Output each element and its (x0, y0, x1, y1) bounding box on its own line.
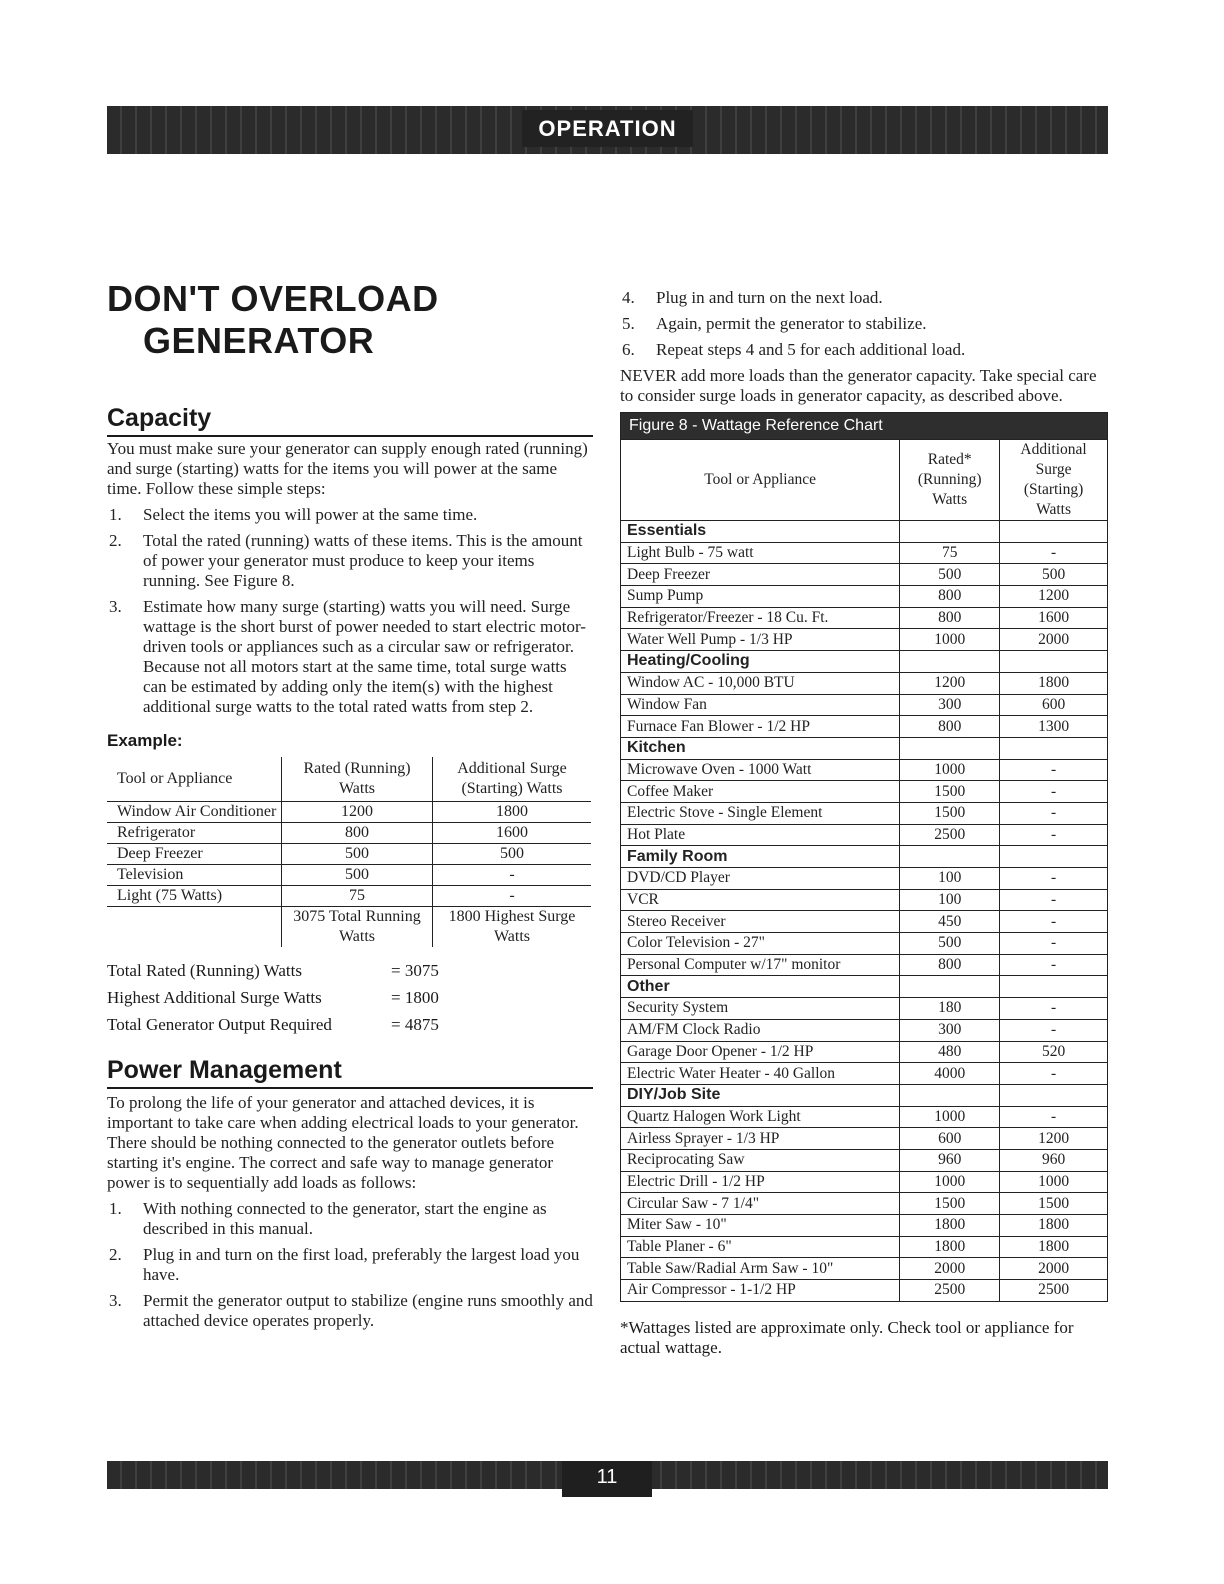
table-row (621, 802, 1108, 824)
surge-watts: - (1000, 1106, 1108, 1128)
table-row (621, 1236, 1108, 1258)
example-surge: 1800 (433, 802, 592, 823)
surge-watts: - (1000, 889, 1108, 911)
category-name: Family Room (621, 846, 900, 868)
rated-watts: 1000 (900, 629, 1000, 651)
rated-watts: 1500 (900, 1193, 1000, 1215)
power-management-step (620, 288, 1108, 308)
table-row (621, 911, 1108, 933)
step-text: With nothing connected to the generator, start the engine as described in this manual. (143, 1199, 547, 1238)
example-surge: - (433, 865, 592, 886)
table-row (621, 694, 1108, 716)
table-row (621, 781, 1108, 803)
surge-watts: 960 (1000, 1149, 1108, 1171)
surge-watts: 1000 (1000, 1171, 1108, 1193)
surge-watts: - (1000, 759, 1108, 781)
table-row (621, 1128, 1108, 1150)
page-title (107, 278, 593, 362)
appliance-name: Miter Saw - 10" (621, 1215, 900, 1237)
step-number: 6. (622, 340, 635, 359)
rated-watts: 180 (900, 998, 1000, 1020)
capacity-heading: Capacity (107, 404, 593, 437)
rated-watts: 500 (900, 933, 1000, 955)
appliance-name: Table Saw/Radial Arm Saw - 10" (621, 1258, 900, 1280)
table-row (621, 1215, 1108, 1237)
appliance-name: Water Well Pump - 1/3 HP (621, 629, 900, 651)
power-management-step (620, 340, 1108, 360)
power-management-step (107, 1291, 593, 1331)
rated-watts: 800 (900, 954, 1000, 976)
appliance-name: Window AC - 10,000 BTU (621, 672, 900, 694)
table-row (621, 998, 1108, 1020)
total-label: Total Generator Output Required (107, 1015, 332, 1034)
table-row (621, 672, 1108, 694)
appliance-name: Electric Stove - Single Element (621, 802, 900, 824)
table-row (621, 889, 1108, 911)
example-heading: Example: (107, 731, 183, 750)
appliance-name: Electric Water Heater - 40 Gallon (621, 1063, 900, 1085)
rated-watts: 1200 (900, 672, 1000, 694)
category-row (621, 976, 1108, 998)
step-number: 5. (622, 314, 635, 333)
example-surge: - (433, 886, 592, 907)
surge-watts: 1800 (1000, 1236, 1108, 1258)
example-rated: 500 (282, 865, 433, 886)
wattage-reference-chart (620, 412, 1108, 1302)
table-row (621, 1019, 1108, 1041)
rated-watts: 300 (900, 694, 1000, 716)
surge-watts: 1500 (1000, 1193, 1108, 1215)
table-row (621, 564, 1108, 586)
capacity-steps (107, 505, 593, 717)
rated-watts: 1500 (900, 802, 1000, 824)
rated-watts: 1000 (900, 1106, 1000, 1128)
total-value: = 4875 (391, 1015, 439, 1034)
category-name: Kitchen (621, 737, 900, 759)
chart-footnote: *Wattages listed are approximate only. Check tool or appliance for actual wattage. (620, 1317, 1074, 1357)
capacity-step (107, 597, 593, 717)
power-management-intro: To prolong the life of your generator and attached devices, it is important to take care when adding electrical loads to your generator. There should be nothing connected to the generator outlets before starting it's engine. The correct and safe way to manage generator power is to sequentially add loads as follows: (107, 1093, 579, 1192)
surge-watts: - (1000, 824, 1108, 846)
example-total-rated: 3075 Total Running Watts (282, 907, 433, 948)
surge-watts: 1300 (1000, 716, 1108, 738)
table-row (107, 802, 591, 823)
example-table (107, 757, 591, 947)
table-row (107, 886, 591, 907)
appliance-name: Security System (621, 998, 900, 1020)
rated-watts: 2500 (900, 1280, 1000, 1302)
category-name: Heating/Cooling (621, 651, 900, 673)
total-line (107, 957, 593, 984)
power-management-heading: Power Management (107, 1056, 593, 1089)
example-item: Window Air Conditioner (107, 802, 282, 823)
rated-watts: 4000 (900, 1063, 1000, 1085)
appliance-name: DVD/CD Player (621, 868, 900, 890)
step-number: 1. (109, 505, 122, 524)
left-column (107, 278, 593, 1331)
step-text: Repeat steps 4 and 5 for each additional load. (656, 340, 966, 359)
category-row (621, 1084, 1108, 1106)
surge-watts: - (1000, 1019, 1108, 1041)
category-row (621, 846, 1108, 868)
chart-body (621, 521, 1108, 1302)
appliance-name: Coffee Maker (621, 781, 900, 803)
surge-watts: - (1000, 998, 1108, 1020)
rated-watts: 2000 (900, 1258, 1000, 1280)
table-row (621, 716, 1108, 738)
step-number: 3. (109, 1291, 122, 1310)
header-band (107, 106, 1108, 154)
capacity-step (107, 531, 593, 591)
example-col-rated: Rated (Running) Watts (282, 757, 433, 802)
surge-watts: - (1000, 954, 1108, 976)
rated-watts: 100 (900, 868, 1000, 890)
example-col-item: Tool or Appliance (107, 757, 282, 802)
rated-watts: 480 (900, 1041, 1000, 1063)
surge-watts: - (1000, 781, 1108, 803)
surge-watts: 520 (1000, 1041, 1108, 1063)
table-row (621, 1171, 1108, 1193)
table-row (621, 759, 1108, 781)
table-row (621, 629, 1108, 651)
table-row (621, 586, 1108, 608)
example-surge: 500 (433, 844, 592, 865)
table-row (621, 1193, 1108, 1215)
rated-watts: 1000 (900, 759, 1000, 781)
surge-watts: - (1000, 933, 1108, 955)
appliance-name: Light Bulb - 75 watt (621, 542, 900, 564)
table-row (107, 844, 591, 865)
table-row (621, 542, 1108, 564)
appliance-name: VCR (621, 889, 900, 911)
rated-watts: 300 (900, 1019, 1000, 1041)
appliance-name: Airless Sprayer - 1/3 HP (621, 1128, 900, 1150)
power-management-step (620, 314, 1108, 334)
appliance-name: Air Compressor - 1-1/2 HP (621, 1280, 900, 1302)
chart-col-rated: Rated* (Running) Watts (900, 440, 1000, 521)
appliance-name: Garage Door Opener - 1/2 HP (621, 1041, 900, 1063)
example-col-surge: Additional Surge (Starting) Watts (433, 757, 592, 802)
table-row (621, 1106, 1108, 1128)
chart-header-row (621, 440, 1108, 521)
total-line (107, 1011, 593, 1038)
chart-col-item: Tool or Appliance (621, 440, 900, 521)
surge-watts: - (1000, 802, 1108, 824)
table-row (621, 824, 1108, 846)
example-rated: 75 (282, 886, 433, 907)
power-management-step (107, 1245, 593, 1285)
example-body (107, 802, 591, 907)
rated-watts: 75 (900, 542, 1000, 564)
appliance-name: Refrigerator/Freezer - 18 Cu. Ft. (621, 607, 900, 629)
page-title-line1: DON'T OVERLOAD (107, 278, 439, 319)
rated-watts: 500 (900, 564, 1000, 586)
example-rated: 1200 (282, 802, 433, 823)
surge-watts: 2000 (1000, 629, 1108, 651)
rated-watts: 1800 (900, 1236, 1000, 1258)
rated-watts: 600 (900, 1128, 1000, 1150)
table-row (621, 1149, 1108, 1171)
step-text: Plug in and turn on the first load, preferably the largest load you have. (143, 1245, 580, 1284)
table-row (621, 1063, 1108, 1085)
page-title-line2: GENERATOR (143, 320, 375, 361)
rated-watts: 1000 (900, 1171, 1000, 1193)
step-text: Estimate how many surge (starting) watts you will need. Surge wattage is the short burst of power needed to start electric motor-driven tools or appliances such as a circular saw or refrigerator. Because not all motors start at the same time, total surge watts can be estimated by adding only the item(s) with the highest additional surge watts to the total rated watts from step 2. (143, 597, 586, 716)
overload-warning: NEVER add more loads than the generator capacity. Take special care to consider surge loads in generator capacity, as described above. (620, 366, 1097, 405)
appliance-name: Personal Computer w/17" monitor (621, 954, 900, 976)
total-label: Total Rated (Running) Watts (107, 961, 302, 980)
step-text: Again, permit the generator to stabilize. (656, 314, 927, 333)
appliance-name: AM/FM Clock Radio (621, 1019, 900, 1041)
total-value: = 3075 (391, 961, 439, 980)
appliance-name: Circular Saw - 7 1/4" (621, 1193, 900, 1215)
rated-watts: 800 (900, 607, 1000, 629)
example-item: Refrigerator (107, 823, 282, 844)
example-item: Television (107, 865, 282, 886)
step-number: 3. (109, 597, 122, 616)
power-management-steps-continued (620, 288, 1108, 360)
surge-watts: - (1000, 911, 1108, 933)
surge-watts: - (1000, 1063, 1108, 1085)
step-number: 1. (109, 1199, 122, 1218)
appliance-name: Electric Drill - 1/2 HP (621, 1171, 900, 1193)
table-row (621, 1041, 1108, 1063)
appliance-name: Sump Pump (621, 586, 900, 608)
rated-watts: 800 (900, 586, 1000, 608)
appliance-name: Color Television - 27" (621, 933, 900, 955)
chart-col-surge: Additional Surge (Starting) Watts (1000, 440, 1108, 521)
rated-watts: 100 (900, 889, 1000, 911)
category-name: Essentials (621, 521, 900, 543)
step-text: Permit the generator output to stabilize (engine runs smoothly and attached device operates properly. (143, 1291, 593, 1330)
step-number: 2. (109, 1245, 122, 1264)
surge-watts: 2500 (1000, 1280, 1108, 1302)
surge-watts: 1800 (1000, 672, 1108, 694)
example-header-row (107, 757, 591, 802)
category-row (621, 651, 1108, 673)
total-label: Highest Additional Surge Watts (107, 988, 322, 1007)
rated-watts: 450 (900, 911, 1000, 933)
appliance-name: Stereo Receiver (621, 911, 900, 933)
step-text: Total the rated (running) watts of these items. This is the amount of power your generator must produce to keep your items running. See Figure 8. (143, 531, 583, 590)
figure-caption: Figure 8 - Wattage Reference Chart (621, 413, 1108, 440)
total-line (107, 984, 593, 1011)
example-surge: 1600 (433, 823, 592, 844)
example-rated: 500 (282, 844, 433, 865)
power-management-step (107, 1199, 593, 1239)
table-row (621, 933, 1108, 955)
rated-watts: 960 (900, 1149, 1000, 1171)
rated-watts: 1500 (900, 781, 1000, 803)
surge-watts: - (1000, 868, 1108, 890)
rated-watts: 800 (900, 716, 1000, 738)
appliance-name: Furnace Fan Blower - 1/2 HP (621, 716, 900, 738)
surge-watts: 2000 (1000, 1258, 1108, 1280)
example-rated: 800 (282, 823, 433, 844)
category-name: DIY/Job Site (621, 1084, 900, 1106)
surge-watts: 1200 (1000, 1128, 1108, 1150)
table-row (621, 868, 1108, 890)
surge-watts: 1600 (1000, 607, 1108, 629)
category-row (621, 521, 1108, 543)
table-row (621, 1258, 1108, 1280)
example-total-row (107, 907, 591, 948)
total-value: = 1800 (391, 988, 439, 1007)
example-total-surge: 1800 Highest Surge Watts (433, 907, 592, 948)
surge-watts: - (1000, 542, 1108, 564)
table-row (621, 1280, 1108, 1302)
appliance-name: Quartz Halogen Work Light (621, 1106, 900, 1128)
step-number: 4. (622, 288, 635, 307)
appliance-name: Microwave Oven - 1000 Watt (621, 759, 900, 781)
example-item: Light (75 Watts) (107, 886, 282, 907)
surge-watts: 1200 (1000, 586, 1108, 608)
table-row (107, 823, 591, 844)
section-title: OPERATION (522, 110, 692, 147)
table-row (621, 954, 1108, 976)
appliance-name: Hot Plate (621, 824, 900, 846)
surge-watts: 1800 (1000, 1215, 1108, 1237)
page-number: 11 (562, 1461, 652, 1497)
surge-watts: 500 (1000, 564, 1108, 586)
rated-watts: 2500 (900, 824, 1000, 846)
right-column (620, 282, 1108, 1375)
category-name: Other (621, 976, 900, 998)
power-management-steps (107, 1199, 593, 1331)
totals-summary (107, 957, 593, 1038)
appliance-name: Deep Freezer (621, 564, 900, 586)
step-text: Plug in and turn on the next load. (656, 288, 883, 307)
table-row (107, 865, 591, 886)
category-row (621, 737, 1108, 759)
capacity-intro: You must make sure your generator can supply enough rated (running) and surge (starting) watts for the items you will power at the same time. Follow these simple steps: (107, 439, 588, 498)
step-number: 2. (109, 531, 122, 550)
appliance-name: Reciprocating Saw (621, 1149, 900, 1171)
appliance-name: Table Planer - 6" (621, 1236, 900, 1258)
appliance-name: Window Fan (621, 694, 900, 716)
example-item: Deep Freezer (107, 844, 282, 865)
step-text: Select the items you will power at the same time. (143, 505, 478, 524)
capacity-step (107, 505, 593, 525)
rated-watts: 1800 (900, 1215, 1000, 1237)
surge-watts: 600 (1000, 694, 1108, 716)
table-row (621, 607, 1108, 629)
